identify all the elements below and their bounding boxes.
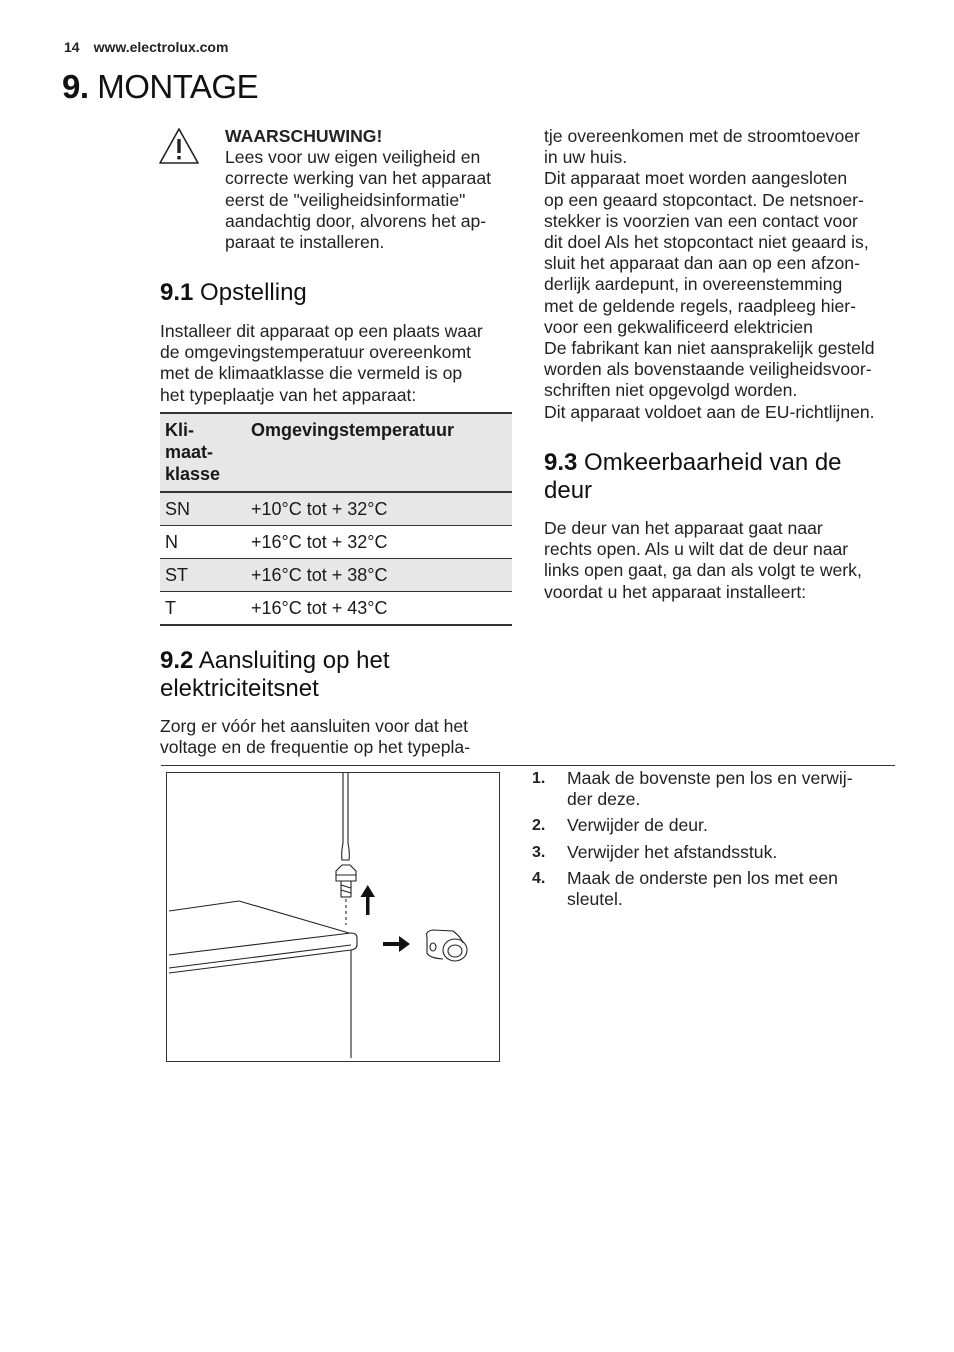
text-line: met de klimaatklasse die vermeld is op — [160, 363, 463, 384]
text-line: rechts open. Als u wilt dat de deur naar — [544, 539, 849, 560]
section-title: Opstelling — [200, 279, 307, 306]
arrow-up-icon — [361, 885, 376, 915]
step-text: Verwijder de deur. — [567, 815, 708, 836]
table-row — [160, 492, 512, 526]
screwdriver-icon — [342, 773, 350, 860]
warning-line: eerst de "veiligheidsinformatie" — [225, 189, 466, 210]
page-number: 14 — [64, 39, 80, 55]
cell-temperature: +10°C tot + 32°C — [251, 499, 388, 519]
section-heading-9-1 — [160, 279, 307, 307]
text-line: voor een gekwalificeerd elektricien — [544, 316, 813, 337]
section-number: 9.2 — [160, 647, 194, 674]
hinge-diagram-svg — [167, 773, 499, 1061]
text-line: sluit het apparaat dan aan op een afzon- — [544, 253, 860, 274]
step-text: Maak de onderste pen los met een — [567, 867, 838, 888]
section-heading-9-2 — [160, 647, 390, 703]
step-number: 3. — [532, 843, 546, 861]
section-number: 9.1 — [160, 279, 194, 306]
text-line: tje overeenkomen met de stroomtoevoer — [544, 126, 860, 146]
cell-class: ST — [165, 565, 189, 585]
table-row — [160, 526, 512, 559]
step-number: 1. — [532, 770, 546, 787]
warning-line: paraat te installeren. — [225, 232, 385, 253]
text-line: Installeer dit apparaat op een plaats waar — [160, 321, 483, 341]
step-text: Maak de bovenste pen los en verwij- — [567, 768, 853, 788]
text-line: Dit apparaat moet worden aangesloten — [544, 168, 848, 189]
header-line: klasse — [165, 464, 221, 484]
text-line: De fabrikant kan niet aansprakelijk gesteld — [544, 338, 875, 359]
list-item — [532, 842, 877, 863]
cell-class: SN — [165, 499, 191, 519]
header-line: Kli- — [165, 420, 194, 440]
chapter-title-text: MONTAGE — [97, 68, 259, 105]
cell-class: N — [165, 532, 178, 552]
text-line: De deur van het apparaat gaat naar — [544, 518, 823, 538]
table-row — [160, 559, 512, 592]
table-header-row — [160, 413, 512, 492]
column-2-text — [544, 126, 904, 423]
text-line: schriften niet opgevolgd worden. — [544, 380, 798, 401]
warning-block — [225, 126, 525, 253]
warning-line: Lees voor uw eigen veiligheid en — [225, 147, 481, 168]
text-line: links open gaat, ga dan als volgt te werk, — [544, 560, 862, 581]
list-item — [532, 768, 877, 810]
chapter-number: 9. — [62, 68, 89, 105]
warning-triangle-icon — [158, 127, 200, 165]
text-line: het typeplaatje van het apparaat: — [160, 384, 417, 405]
page-header — [64, 39, 242, 55]
divider-rule — [161, 765, 895, 766]
section-9-2-text — [160, 716, 520, 758]
warning-line: aandachtig door, alvorens het ap- — [225, 210, 487, 231]
text-line: Zorg er vóór het aansluiten voor dat het — [160, 716, 469, 736]
text-line: op een geaard stopcontact. De netsnoer- — [544, 189, 864, 210]
text-line: in uw huis. — [544, 147, 628, 168]
chapter-title — [62, 68, 258, 106]
list-item — [532, 868, 877, 910]
section-heading-9-3 — [544, 449, 842, 505]
hinge-pin-icon — [336, 865, 356, 925]
cabinet-top-icon — [169, 901, 357, 1058]
steps-list — [532, 768, 877, 915]
section-number: 9.3 — [544, 449, 578, 476]
section-9-1-text — [160, 321, 520, 406]
arrow-right-icon — [383, 936, 410, 952]
text-line: dit doel Als het stopcontact niet geaard is, — [544, 232, 869, 253]
step-number: 4. — [532, 869, 546, 887]
list-item — [532, 815, 877, 836]
warning-line: correcte werking van het apparaat — [225, 168, 492, 189]
cell-class: T — [165, 598, 176, 618]
step-text: sleutel. — [567, 889, 623, 910]
section-title: deur — [544, 477, 593, 504]
text-line: Dit apparaat voldoet aan de EU-richtlijnen. — [544, 401, 875, 422]
climate-class-table — [160, 412, 512, 626]
door-hinge-illustration — [166, 772, 500, 1062]
section-title: elektriciteitsnet — [160, 675, 319, 702]
section-9-3-text — [544, 518, 904, 603]
warning-title: WAARSCHUWING! — [225, 126, 383, 146]
table-row — [160, 592, 512, 626]
step-text: der deze. — [567, 789, 641, 810]
website-url: www.electrolux.com — [93, 39, 229, 55]
column-header-class — [160, 413, 246, 492]
text-line: stekker is voorzien van een contact voor — [544, 210, 858, 231]
text-line: de omgevingstemperatuur overeenkomt — [160, 342, 471, 363]
text-line: met de geldende regels, raadpleeg hier- — [544, 295, 857, 316]
column-header-temperature: Omgevingstemperatuur — [251, 420, 455, 440]
cell-temperature: +16°C tot + 32°C — [251, 532, 388, 552]
step-text: Verwijder het afstandsstuk. — [567, 841, 778, 862]
text-line: voordat u het apparaat installeert: — [544, 581, 807, 602]
spacer-part-icon — [427, 930, 467, 961]
text-line: worden als bovenstaande veiligheidsvoor- — [544, 359, 872, 380]
text-line: derlijk aardepunt, in overeenstemming — [544, 274, 843, 295]
section-title: Aansluiting op het — [198, 647, 390, 674]
cell-temperature: +16°C tot + 43°C — [251, 598, 388, 618]
cell-temperature: +16°C tot + 38°C — [251, 565, 388, 585]
section-title: Omkeerbaarheid van de — [584, 449, 842, 476]
step-number: 2. — [532, 817, 546, 835]
text-line: voltage en de frequentie op het typepla- — [160, 737, 471, 758]
header-line: maat- — [165, 442, 214, 462]
